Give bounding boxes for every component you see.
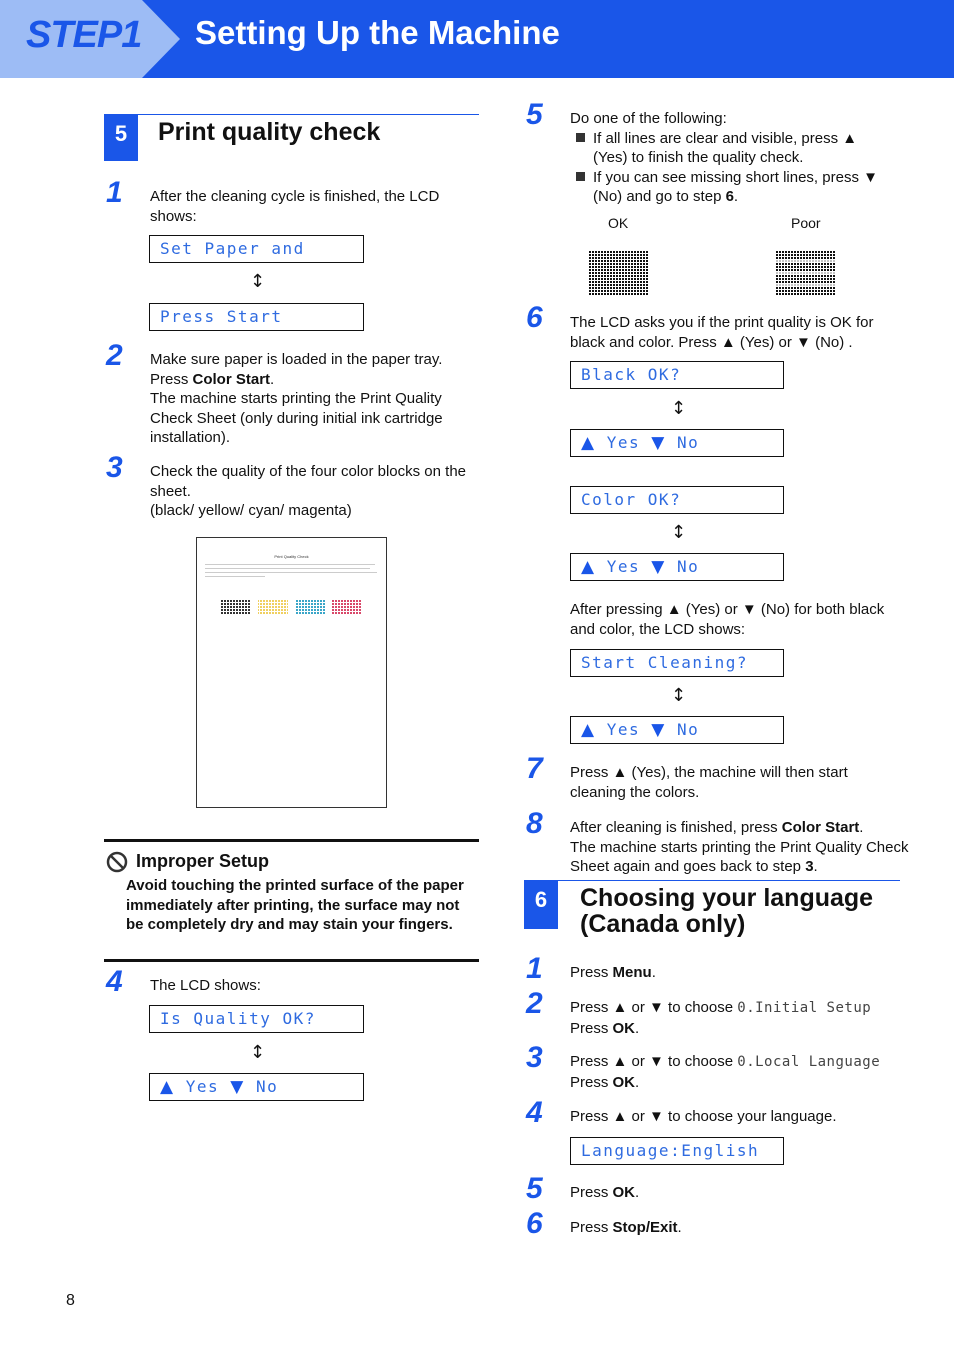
lcd-display: Color OK?: [570, 486, 784, 514]
step-text: [150, 350, 480, 448]
color-blocks-icon: [221, 600, 366, 616]
toggle-arrow-icon: ↕: [671, 685, 687, 706]
step-number: 3: [106, 451, 123, 484]
step-number: 2: [106, 339, 123, 372]
step-number: 1: [106, 176, 123, 209]
bullet-icon: [576, 172, 585, 181]
poor-label: Poor: [791, 215, 821, 231]
lcd-display: Is Quality OK?: [149, 1005, 364, 1033]
step-text: [570, 1218, 682, 1238]
text-run: .: [635, 1073, 640, 1091]
page-title: Setting Up the Machine: [195, 14, 560, 51]
step-tab: [0, 0, 180, 78]
step-text: [570, 109, 910, 207]
improper-setup-warning: [104, 839, 479, 962]
lcd-display: Start Cleaning?: [570, 649, 784, 677]
step-text-line: (black/ yellow/ cyan/ magenta): [150, 502, 352, 519]
step-number: 1: [526, 952, 543, 985]
lcd-yes: Yes: [606, 557, 641, 576]
lcd-display: Press Start: [149, 303, 364, 331]
down-triangle-icon: ▼: [651, 557, 666, 577]
section-title-line: (Canada only): [580, 910, 746, 938]
up-triangle-icon: ▲: [160, 1077, 175, 1097]
toggle-arrow-icon: ↕: [671, 398, 687, 419]
bullet-icon: [576, 133, 585, 142]
section-5-heading: [104, 114, 479, 162]
step-text: [570, 963, 656, 983]
step-text: The LCD shows:: [150, 977, 261, 994]
text-bold: 6: [725, 188, 734, 205]
text-run: .: [733, 188, 739, 205]
toggle-arrow-icon: ↕: [671, 522, 687, 543]
lcd-yes-no-display: [149, 1073, 364, 1101]
text-bold: Color Start: [192, 370, 271, 388]
step-text: [570, 1052, 910, 1092]
step-text: After the cleaning cycle is finished, the LCD shows:: [150, 188, 440, 225]
lcd-display: Set Paper and: [149, 235, 364, 263]
menu-code: 0.Initial Setup: [737, 1000, 872, 1016]
step-text: [150, 462, 480, 521]
text-run: .: [635, 1184, 640, 1201]
step-text-line: [570, 1019, 910, 1039]
text-run: .: [270, 370, 275, 388]
step-text: [570, 818, 910, 877]
text-run: After cleaning is finished, press: [570, 819, 782, 836]
step-text: The LCD asks you if the print quality is OK for black and color. Press ▲ (Yes) or ▼ (No) .: [570, 314, 874, 351]
text-run: Press: [570, 1073, 613, 1091]
lcd-yes-no-display: [570, 553, 784, 581]
section-6-heading: [524, 880, 900, 938]
text-run: .: [859, 819, 864, 836]
page-header: [0, 0, 954, 78]
up-triangle-icon: ▲: [581, 433, 596, 453]
text-run: Press: [570, 1019, 613, 1037]
section-title: [580, 885, 873, 937]
text-run: .: [635, 1019, 640, 1037]
down-triangle-icon: ▼: [651, 433, 666, 453]
step-text: [570, 998, 910, 1038]
text-run: Press: [570, 1219, 613, 1236]
lcd-no: No: [676, 433, 700, 452]
bullet-item-cont: (Yes) to finish the quality check.: [593, 149, 804, 166]
ok-label: OK: [608, 215, 629, 231]
down-triangle-icon: ▼: [230, 1077, 245, 1097]
sheet-title: Print Quality Check: [274, 554, 309, 559]
section-number: 5: [104, 115, 138, 161]
lcd-yes: Yes: [185, 1077, 220, 1096]
text-bold: Stop/Exit: [612, 1219, 678, 1236]
step-text-line: [570, 1052, 910, 1073]
step-text: Press ▲ or ▼ to choose your language.: [570, 1108, 837, 1125]
sheet-text-line: [205, 576, 265, 577]
bullet-item: [570, 168, 910, 188]
sheet-text-line: [205, 568, 370, 569]
text-run: The machine starts printing the Print Quality Check Sheet again and goes back to step: [570, 838, 909, 875]
step-text: After pressing ▲ (Yes) or ▼ (No) for both black and color, the LCD shows:: [570, 601, 885, 638]
step-text: [570, 1183, 639, 1203]
lcd-yes-no-display: [570, 429, 784, 457]
text-run: (No) and go to step: [593, 188, 726, 205]
text-bold: OK: [612, 1073, 636, 1091]
warning-text: Avoid touching the printed surface of the paper immediately after printing, the surface may not be completely dry and may stain your fingers.: [126, 877, 464, 933]
up-triangle-icon: ▲: [581, 557, 596, 577]
ok-pattern-icon: [589, 251, 651, 297]
step-number: 5: [526, 98, 543, 131]
lcd-display: Black OK?: [570, 361, 784, 389]
up-triangle-icon: ▲: [581, 720, 596, 740]
step-text-line: [150, 370, 480, 390]
text-bold: Menu: [612, 964, 652, 981]
warning-title: Improper Setup: [136, 851, 270, 871]
text-bold: 3: [805, 858, 814, 875]
lcd-yes-no-display: [570, 716, 784, 744]
bullet-item-cont: [570, 187, 910, 207]
section-number: 6: [524, 881, 558, 929]
step-text-line: The machine starts printing the Print Quality Check Sheet (only during initial ink cartridge installation).: [150, 390, 443, 446]
lcd-yes: Yes: [606, 433, 641, 452]
text-run: If you can see missing short lines, press ▼: [593, 168, 878, 186]
lcd-no: No: [676, 720, 700, 739]
text-run: .: [813, 858, 818, 875]
step-label: STEP1: [26, 14, 142, 56]
step-text: Press ▲ (Yes), the machine will then start cleaning the colors.: [570, 764, 848, 801]
section-title: Print quality check: [158, 118, 381, 146]
step-number: 3: [526, 1041, 543, 1074]
step-number: 4: [106, 965, 123, 998]
step-text-line: [570, 998, 910, 1019]
step-number: 5: [526, 1172, 543, 1205]
menu-code: 0.Local Language: [737, 1054, 881, 1070]
step-number: 6: [526, 1207, 543, 1240]
text-run: Press ▲ or ▼ to choose: [570, 1053, 738, 1070]
sheet-text-line: [205, 572, 377, 573]
step-number: 2: [526, 987, 543, 1020]
step-number: 6: [526, 301, 543, 334]
step-text-line: Make sure paper is loaded in the paper tray.: [150, 351, 443, 368]
prohibited-icon: [106, 851, 128, 873]
step-number: 4: [526, 1096, 543, 1129]
lcd-yes: Yes: [606, 720, 641, 739]
text-bold: Color Start: [781, 819, 860, 836]
bullet-item: [570, 129, 910, 149]
text-run: Press: [150, 370, 193, 388]
step-number: 7: [526, 752, 543, 785]
lcd-no: No: [676, 557, 700, 576]
toggle-arrow-icon: ↕: [250, 271, 266, 292]
text-run: Press ▲ or ▼ to choose: [570, 999, 738, 1016]
text-run: Press: [570, 964, 613, 981]
page-number: 8: [66, 1292, 75, 1309]
text-run: .: [651, 964, 656, 981]
step-text-line: Check the quality of the four color blocks on the sheet.: [150, 463, 467, 500]
text-run: Press: [570, 1184, 613, 1201]
lcd-display: Language:English: [570, 1137, 784, 1165]
poor-pattern-icon: [776, 251, 838, 297]
step-text-line: [570, 1073, 910, 1093]
down-triangle-icon: ▼: [651, 720, 666, 740]
step-text-line: Do one of the following:: [570, 110, 727, 127]
text-bold: OK: [612, 1184, 636, 1201]
quality-check-sheet-image: [196, 537, 387, 808]
lcd-no: No: [255, 1077, 279, 1096]
step-number: 8: [526, 807, 543, 840]
sheet-text-line: [205, 564, 375, 565]
section-title-line: Choosing your language: [580, 884, 874, 912]
text-run: If all lines are clear and visible, press ▲: [593, 129, 858, 147]
text-bold: OK: [612, 1019, 636, 1037]
toggle-arrow-icon: ↕: [250, 1042, 266, 1063]
text-run: .: [677, 1219, 682, 1236]
